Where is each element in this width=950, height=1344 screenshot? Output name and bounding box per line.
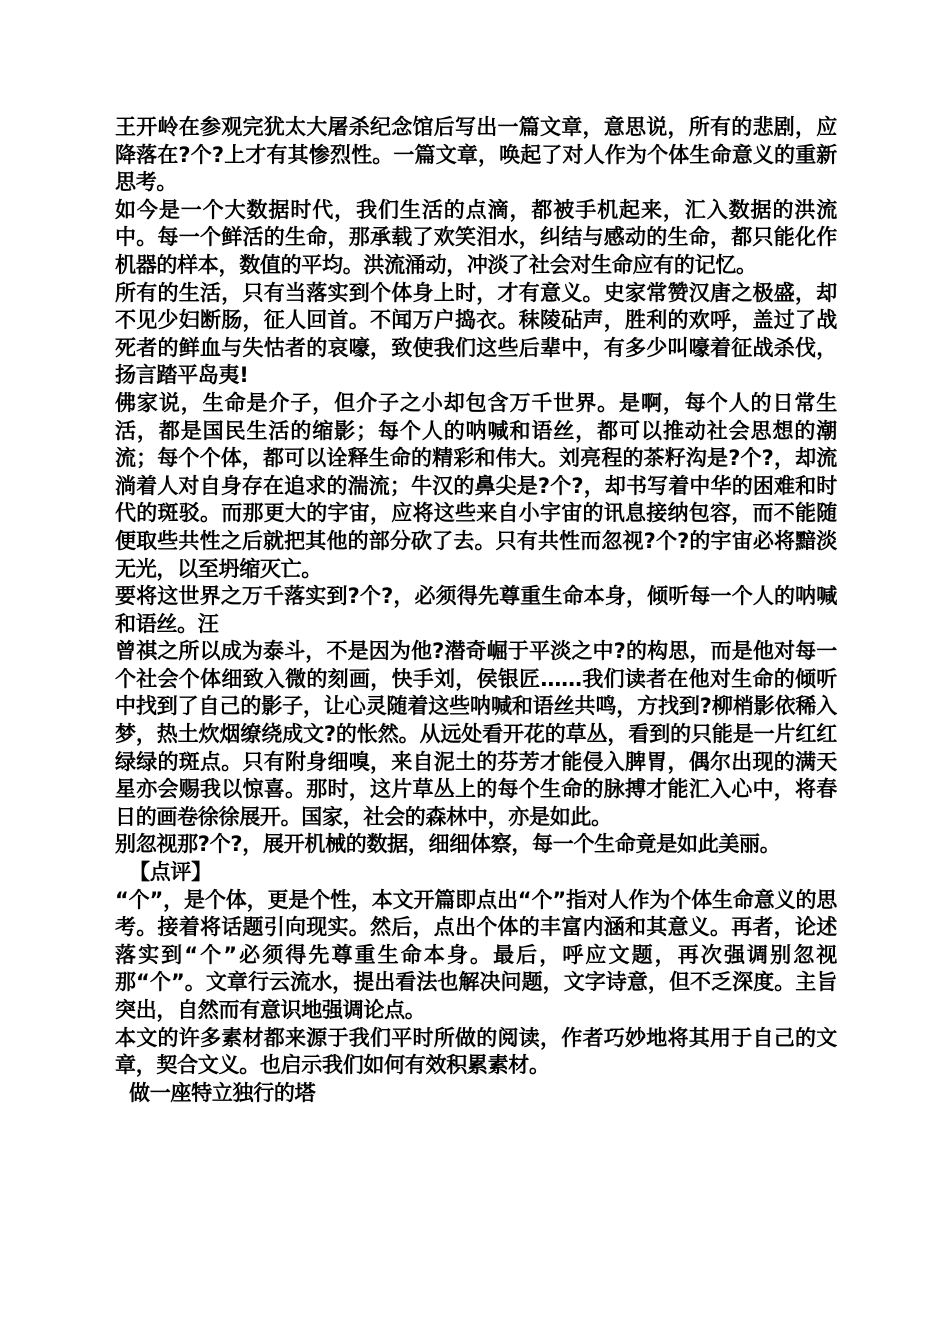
paragraph-big-data: 如今是一个大数据时代，我们生活的点滴，都被手机起来，汇入数据的洪流中。每一个鲜活的生命，那承载了欢笑泪水，纠结与感动的生命，都只能化作机器的样本，数值的平均。洪流涌动，冲淡了社会对生命应有的记忆。: [115, 197, 837, 277]
paragraph-buddhism: 佛家说，生命是介子，但介子之小却包含万千世界。是啊，每个人的日常生活，都是国民生活的缩影；每个人的呐喊和语丝，都可以推动社会思想的潮流；每个个体，都可以诠释生命的精彩和伟大。刘亮程的茶籽沟是?个?，却流淌着人对自身存在追求的湍流；牛汉的鼻尖是?个?，却书写着中华的困难和时代的斑驳。而那更大的宇宙，应将这些来自小宇宙的讯息接纳包容，而不能随便取些共性之后就把其他的部分砍了去。只有共性而忽视?个?的宇宙必将黯淡无光，以至坍缩灭亡。: [115, 390, 837, 581]
paragraph-history: 所有的生活，只有当落实到个体身上时，才有意义。史家常赞汉唐之极盛，却不见少妇断肠，征人回首。不闻万户捣衣。秣陵砧声，胜利的欢呼，盖过了战死者的鲜血与失怙者的哀嚎，致使我们这些后辈中，有多少叫嚎着征战杀伐，扬言踏平岛夷!: [115, 280, 837, 388]
paragraph-respect-life: 要将这世界之万千落实到?个?，必须得先尊重生命本身，倾听每一个人的呐喊和语丝。汪: [115, 584, 837, 636]
commentary-heading: 【点评】: [115, 860, 212, 885]
paragraph-intro: 王开岭在参观完犹太大屠杀纪念馆后写出一篇文章，意思说，所有的悲剧，应降落在?个?上才有其惨烈性。一篇文章，唤起了对人作为个体生命意义的重新思考。: [115, 115, 837, 195]
next-essay-title: 做一座特立独行的塔: [115, 1080, 316, 1105]
document-page: [115, 114, 837, 1107]
paragraph-materials: 本文的许多素材都来源于我们平时所做的阅读，作者巧妙地将其用于自己的文章，契合文义。也启示我们如何有效积累素材。: [115, 1025, 837, 1078]
paragraph-wang-zengqi: 曾祺之所以成为泰斗，不是因为他?潜奇崛于平淡之中?的构思，而是他对每一个社会个体细致入微的刻画，快手刘，侯银匠……我们读者在他对生命的倾听中找到了自己的影子，让心灵随着这些呐喊和语丝共鸣，方找到?柳梢影依稀入梦，热土炊烟缭绕成文?的怅然。从远处看开花的草丛，看到的只能是一片红红绿绿的斑点。只有附身细嗅，来自泥土的芬芳才能侵入脾胃，偶尔出现的满天星亦会赐我以惊喜。那时，这片草丛上的每个生命的脉搏才能汇入心中，将春日的画卷徐徐展开。国家，社会的森林中，亦是如此。: [115, 639, 837, 829]
paragraph-commentary: “个”，是个体，更是个性，本文开篇即点出“个”指对人作为个体生命意义的思考。接着将话题引向现实。然后，点出个体的丰富内涵和其意义。再者，论述落实到“个”必须得先尊重生命本身。最后，呼应文题，再次强调别忽视那“个”。文章行云流水，提出看法也解决问题，文字诗意，但不乏深度。主旨突出，自然而有意识地强调论点。: [115, 887, 837, 1022]
paragraph-conclusion: 别忽视那?个?，展开机械的数据，细细体察，每一个生命竟是如此美丽。: [115, 832, 781, 857]
